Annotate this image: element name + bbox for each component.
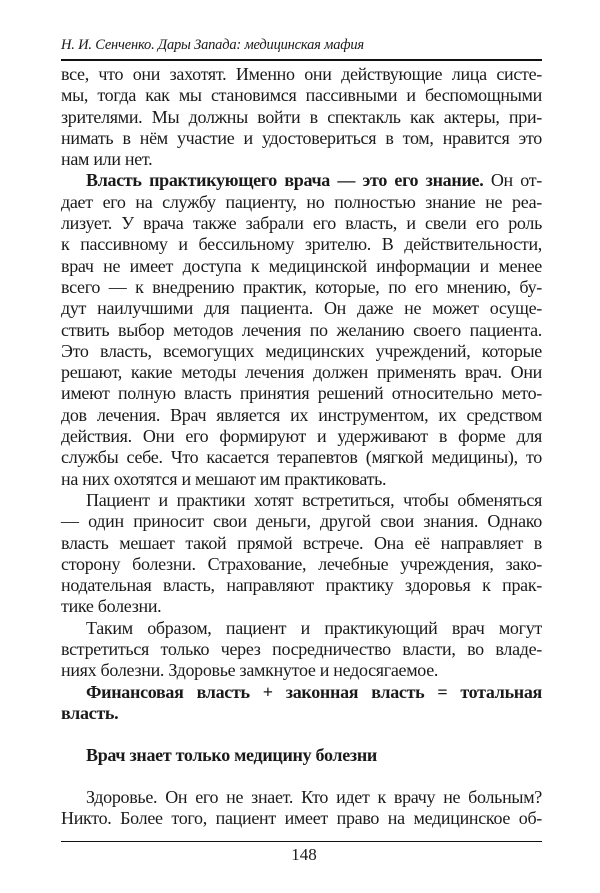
text-line: тике болезни. <box>61 596 162 617</box>
text-line: дут наилучшими для пациента. Он даже не может осуще- <box>61 298 542 319</box>
text-line: ниях болезни. Здоровье замкнутое и недосягаемое. <box>61 660 439 681</box>
bold-lead: Власть практикующего врача — это его знание. <box>86 170 484 191</box>
paragraph <box>61 682 542 725</box>
text-line <box>61 170 542 191</box>
text-line: Пациент и практики хотят встретиться, чтобы обменяться <box>86 489 542 510</box>
text-line: имеют полную власть принятия решений относительно мето- <box>61 383 542 404</box>
page-number: 148 <box>291 845 317 864</box>
text-line: Никто. Более того, пациент имеет право на медицинское об- <box>61 807 542 828</box>
footer-rule <box>61 841 542 842</box>
paragraph <box>61 170 542 489</box>
text-line: врач не имеет доступа к медицинской информации и менее <box>61 255 542 276</box>
text-line: все, что они захотят. Именно они действующие лица систе- <box>61 64 542 84</box>
header-rule <box>61 59 542 61</box>
text-line: решают, какие методы лечения должен применять врач. Они <box>61 362 542 383</box>
text-line: Финансовая власть + законная власть = тотальная <box>86 681 542 702</box>
text-run: Он от- <box>483 170 542 191</box>
text-line: Здоровье. Он его не знает. Кто идет к врачу не больным? <box>86 786 542 807</box>
text-line: дов лечения. Врач является их инструментом, их средством <box>61 404 542 425</box>
text-line: сторону болезни. Страхование, лечебные учреждения, зако- <box>61 553 542 574</box>
text-after-heading <box>61 787 542 830</box>
paragraph <box>61 490 542 618</box>
text-line: действия. Они его формируют и удерживают в форме для <box>61 426 542 447</box>
page-body <box>61 64 542 829</box>
paragraph <box>61 64 542 170</box>
text-line: нам или нет. <box>61 149 153 170</box>
text-line: — один приносит свои деньги, другой свои знания. Однако <box>61 511 542 532</box>
text-line: власть мешает такой прямой встрече. Она её направляет в <box>61 532 542 553</box>
text-line: лизует. У врача также забрали его власть, и свели его роль <box>61 213 542 234</box>
running-header: Н. И. Сенченко. Дары Запада: медицинская мафия <box>61 37 364 53</box>
section-heading: Врач знает только медицину болезни <box>86 745 377 766</box>
text-line: встретиться только через посредничество власти, во владе- <box>61 639 542 660</box>
text-line: Таким образом, пациент и практикующий врач могут <box>86 617 542 638</box>
text-line: нодательная власть, направляют практику здоровья к прак- <box>61 575 542 596</box>
text-line: ствить выбор методов лечения по желанию своего пациента. <box>61 319 542 340</box>
text-line: всего — к внедрению практик, которые, по его мнению, бу- <box>61 276 542 297</box>
paragraph <box>61 618 542 682</box>
paragraph <box>61 787 542 830</box>
text-before-heading <box>61 64 542 724</box>
text-line: нимать в нём участие и удостовериться в том, нравится это <box>61 127 542 148</box>
text-line: мы, тогда как мы становимся пассивными и беспомощными <box>61 85 542 106</box>
text-line: к пассивному и бессильному зрителю. В действительности, <box>61 234 542 255</box>
text-line: дает его на службу пациенту, но полностью знание не реа- <box>61 191 542 212</box>
text-line: на них охотятся и мешают им практиковать. <box>61 468 387 489</box>
text-line: службы себе. Что касается терапевтов (мягкой медицины), то <box>61 447 542 468</box>
text-line: власть. <box>61 702 119 723</box>
text-line: зрителями. Мы должны войти в спектакль как актеры, при- <box>61 106 542 127</box>
text-line: Это власть, всемогущих медицинских учреждений, которые <box>61 340 542 361</box>
